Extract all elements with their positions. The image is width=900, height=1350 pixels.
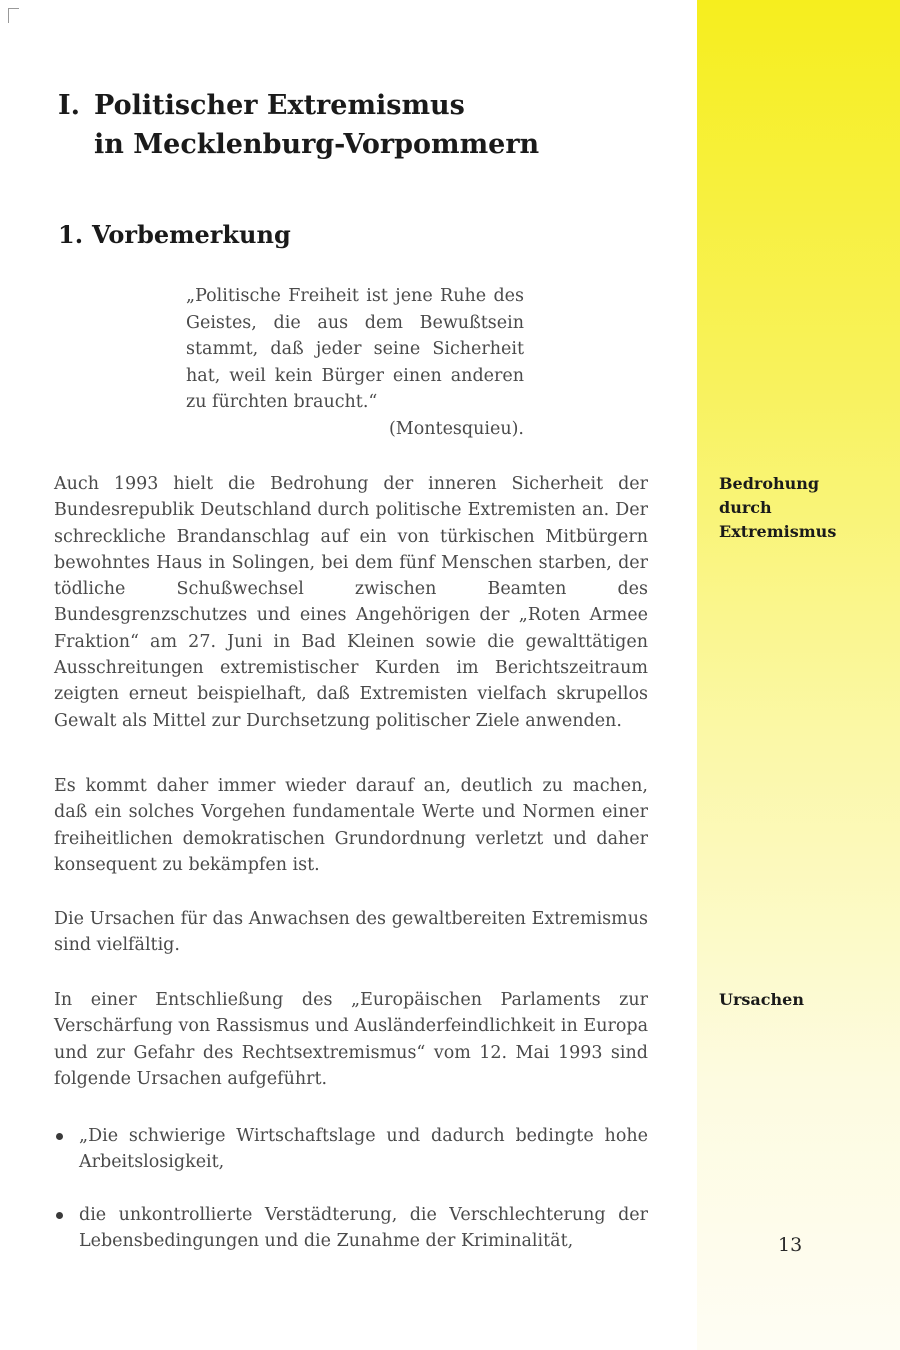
page-title	[58, 86, 539, 164]
section-number: 1.	[58, 220, 84, 249]
section-heading	[58, 218, 291, 252]
margin-note-causes	[719, 988, 884, 1012]
causes-list	[54, 1123, 648, 1280]
margin-note-threat	[719, 472, 884, 544]
bullet-icon	[56, 1133, 63, 1140]
page-number: 13	[778, 1234, 803, 1256]
title-line1: Politischer Extremismus	[94, 90, 465, 121]
quote-author: (Montesquieu).	[388, 418, 524, 439]
list-item-text: die unkontrollierte Verstädterung, die Verschlechterung der Lebensbedingungen und die Zunahme der Kriminalität,	[79, 1204, 648, 1251]
margin-note-line: Extremismus	[719, 522, 837, 541]
margin-note-line: Ursachen	[719, 990, 804, 1009]
paragraph-causes-intro: Die Ursachen für das Anwachsen des gewaltbereiten Extremismus sind vielfältig.	[54, 909, 648, 956]
title-line2: in Mecklenburg-Vorpommern	[94, 129, 540, 160]
margin-note-line: durch	[719, 498, 772, 517]
list-item	[54, 1123, 648, 1176]
paragraph-response: Es kommt daher immer wieder darauf an, deutlich zu machen, daß ein solches Vorgehen fundamentale Werte und Normen einer freiheitlichen demokratischen Grundordnung verletzt und daher konsequent zu bekämpfen ist.	[54, 776, 648, 875]
bullet-icon	[56, 1212, 63, 1219]
title-number: I.	[58, 90, 81, 121]
margin-sidebar	[697, 0, 900, 1350]
section-heading-text: Vorbemerkung	[92, 220, 291, 249]
paragraph-resolution: In einer Entschließung des „Europäischen Parlaments zur Verschärfung von Rassismus und Ausländerfeindlichkeit in Europa und zur Gefahr des Rechtsextremismus“ vom 12. Mai 1993 sind folgende Ursachen aufgeführt.	[54, 990, 648, 1089]
list-item-text: „Die schwierige Wirtschaftslage und dadurch bedingte hohe Arbeitslosigkeit,	[79, 1126, 648, 1173]
paragraph-threat: Auch 1993 hielt die Bedrohung der inneren Sicherheit der Bundesrepublik Deutschland durch politische Extremisten an. Der schreckliche Brandanschlag auf ein von türkischen Mitbürgern bewohntes Haus in Solingen, bei dem fünf Menschen starben, der tödliche Schußwechsel zwischen Beamten des Bundesgrenzschutzes und eines Angehörigen der „Roten Armee Fraktion“ am 27. Juni in Bad Kleinen sowie die gewalttätigen Ausschreitungen extremistischer Kurden im Berichtszeitraum zeigten erneut beispielhaft, daß Extremisten vielfach skrupellos Gewalt als Mittel zur Durchsetzung politischer Ziele anwenden.	[54, 474, 648, 731]
crop-mark	[8, 8, 19, 23]
margin-note-line: Bedrohung	[719, 474, 820, 493]
list-item	[54, 1202, 648, 1255]
epigraph-quote	[186, 283, 524, 442]
quote-text: „Politische Freiheit ist jene Ruhe des Geistes, die aus dem Bewußtsein stammt, daß jeder seine Sicherheit hat, weil kein Bürger einen anderen zu fürchten braucht.“	[186, 286, 524, 412]
